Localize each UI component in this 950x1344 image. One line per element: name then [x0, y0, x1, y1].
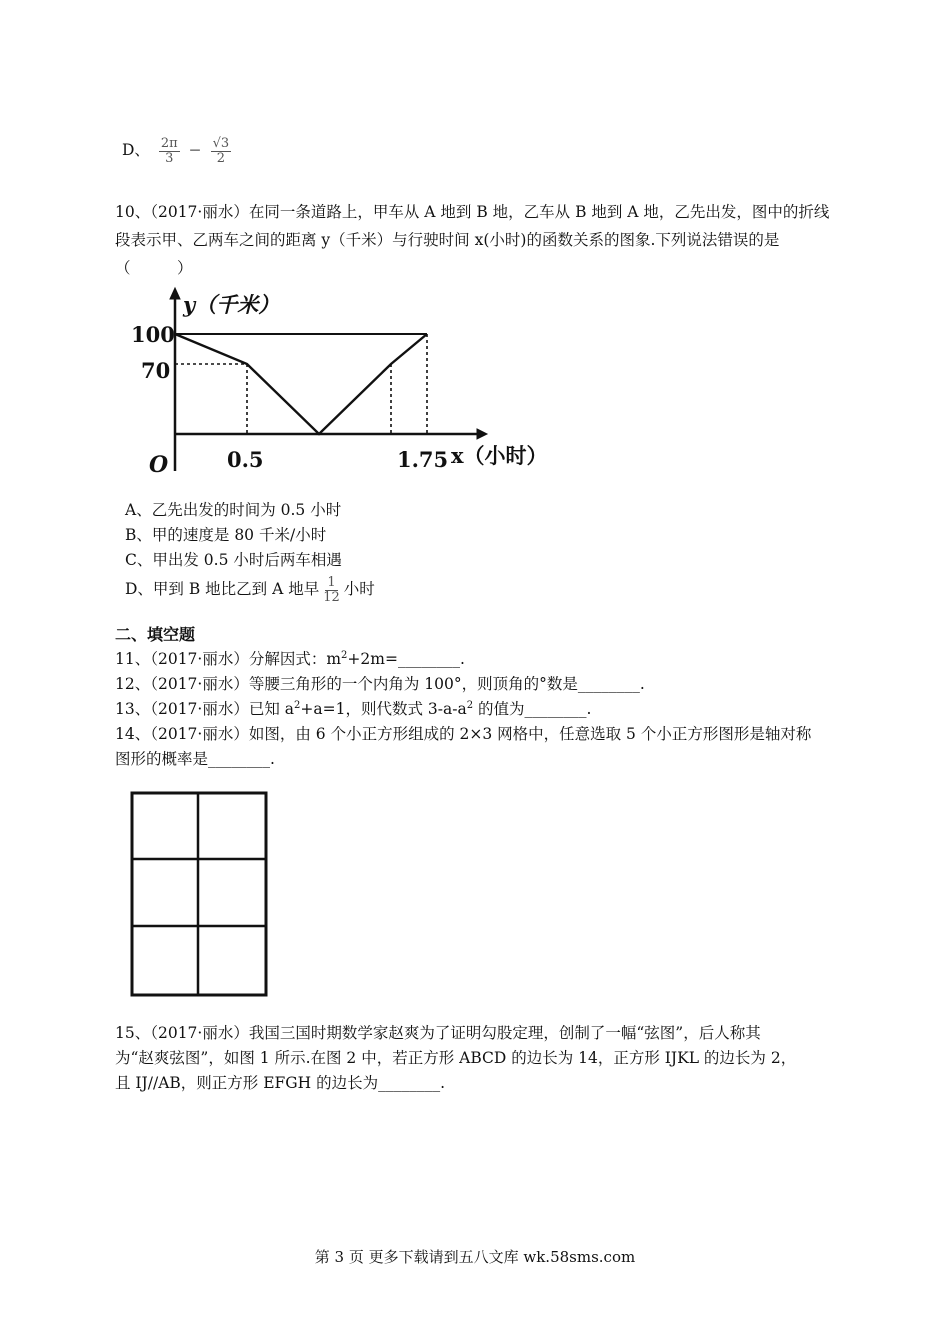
- origin-label: O: [149, 452, 169, 478]
- y-tick-70: 70: [141, 358, 171, 383]
- fraction-root-three-over-two: $\frac{√3}{2}$: [212, 135, 230, 166]
- x-tick-1.75: 1.75: [397, 447, 449, 472]
- question-13: 13、（2017·丽水）已知 $a^2+a=1$，则代数式 $3-a-a^2$ 的值为________.: [115, 699, 592, 718]
- option-d-prefix: D、甲到 B 地比乙到 A 地早: [125, 580, 320, 598]
- page-footer: 第 3 页 更多下载请到五八文库 wk.58sms.com: [314, 1248, 636, 1266]
- question-11: 11、（2017·丽水）分解因式：$m^2+2m=\_\_\_\_\_\_\_\_$.: [115, 649, 465, 668]
- fraction-one-twelfth: $\frac{1}{12}$: [323, 574, 340, 605]
- fraction-two-pi-over-three: $\frac{2\pi}{3}$: [160, 135, 178, 166]
- question-14-line-2: 图形的概率是________.: [115, 750, 275, 768]
- q10-option-d: [125, 571, 375, 607]
- option-d-suffix: 小时: [343, 580, 375, 598]
- question-12: 12、（2017·丽水）等腰三角形的一个内角为 100°，则顶角的°数是________.: [115, 675, 645, 693]
- y-axis-arrow: [170, 288, 180, 299]
- minus-sign: −: [188, 141, 202, 159]
- two-by-three-grid-figure: [128, 789, 270, 999]
- q10-option-b: B、甲的速度是 80 千米/小时: [125, 526, 327, 544]
- section-title-fill-in: 二、填空题: [115, 625, 196, 644]
- x-axis-label: x（小时）: [451, 443, 548, 468]
- x-axis-arrow: [477, 429, 487, 439]
- x-tick-0.5: 0.5: [227, 447, 264, 472]
- option-label: D、: [122, 141, 150, 159]
- question-10-text: 10、（2017·丽水）在同一条道路上，甲车从 A 地到 B 地，乙车从 B 地到 A 地，乙先出发，图中的折线段表示甲、乙两车之间的距离 y（千米）与行驶时间 x(小时)的函数关系的图象.下列说法错误的是（ ）: [115, 203, 830, 277]
- question-15-line-3: 且 IJ//AB，则正方形 EFGH 的边长为________.: [115, 1074, 446, 1092]
- y-tick-100: 100: [131, 322, 175, 347]
- distance-polyline: [175, 334, 427, 434]
- question-15-line-2: 为“赵爽弦图”，如图 1 所示.在图 2 中，若正方形 ABCD 的边长为 14，正方形 IJKL 的边长为 2，: [115, 1049, 797, 1067]
- question-15-line-1: 15、（2017·丽水）我国三国时期数学家赵爽为了证明勾股定理，创制了一幅“弦图”，后人称其: [115, 1024, 761, 1042]
- distance-time-graph: [125, 283, 565, 483]
- y-axis-label: y（千米）: [183, 292, 280, 317]
- q10-option-c: C、甲出发 0.5 小时后两车相遇: [125, 551, 342, 569]
- question-14-line-1: 14、（2017·丽水）如图，由 6 个小正方形组成的 2×3 网格中，任意选取 5 个小正方形图形是轴对称: [115, 725, 812, 743]
- q10-option-a: A、乙先出发的时间为 0.5 小时: [125, 501, 342, 519]
- prev-option-d: [122, 132, 235, 168]
